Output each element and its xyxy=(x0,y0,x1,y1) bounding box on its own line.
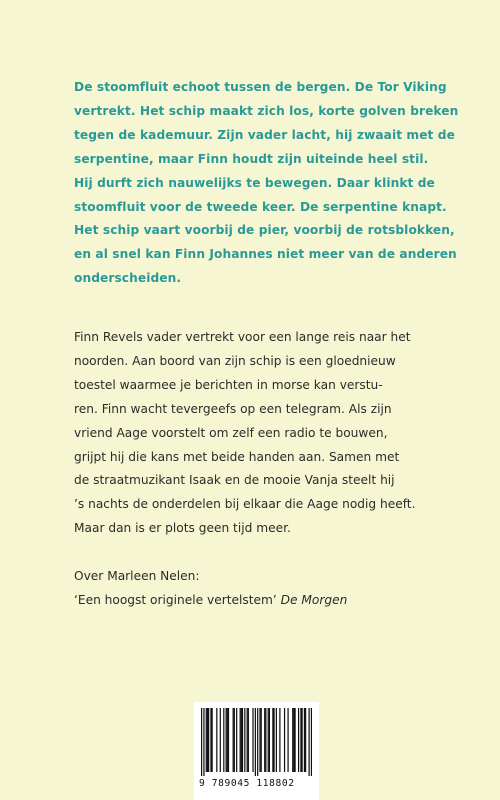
barcode-bar xyxy=(294,708,295,772)
barcode-bar xyxy=(206,708,207,772)
barcode-bar xyxy=(248,708,249,772)
blurb-line: de straatmuzikant Isaak en de mooie Vanja steelt hij xyxy=(74,473,395,488)
barcode-bar xyxy=(228,708,229,772)
excerpt-line: vertrekt. Het schip maakt zich los, korte golven breken xyxy=(74,103,459,118)
barcode-bar xyxy=(268,708,269,772)
barcode-bar xyxy=(247,708,248,772)
barcode-bar xyxy=(259,708,260,772)
barcode-bar xyxy=(220,708,221,772)
barcode-bar xyxy=(300,708,301,772)
blurb-line: vriend Aage voorstelt om zelf een radio te bouwen, xyxy=(74,425,388,440)
barcode-bars xyxy=(201,708,312,776)
barcode-bar xyxy=(272,708,273,772)
barcode-bar xyxy=(233,708,234,772)
barcode-bar xyxy=(212,708,213,772)
excerpt-passage xyxy=(74,76,474,291)
barcode-bar xyxy=(210,708,211,772)
barcode-bar xyxy=(279,708,280,772)
barcode-bar xyxy=(242,708,243,772)
excerpt-line: en al snel kan Finn Johannes niet meer van de anderen xyxy=(74,247,457,262)
barcode-bar xyxy=(257,708,258,776)
barcode-bar xyxy=(261,708,262,772)
blurb-line: noorden. Aan boord van zijn schip is een gloednieuw xyxy=(74,353,396,368)
barcode-bar xyxy=(304,708,305,772)
blurb-line: Maar dan is er plots geen tijd meer. xyxy=(74,521,291,536)
excerpt-line: stoomfluit voor de tweede keer. De serpentine knapt. xyxy=(74,199,447,214)
book-blurb xyxy=(74,326,474,541)
barcode-bar xyxy=(207,708,208,772)
excerpt-line: onderscheiden. xyxy=(74,271,182,286)
blurb-line: Finn Revels vader vertrekt voor een lange reis naar het xyxy=(74,330,411,344)
barcode-bar xyxy=(208,708,209,772)
barcode-bar xyxy=(240,708,241,772)
barcode-bar xyxy=(301,708,302,772)
barcode-bar xyxy=(311,708,312,776)
barcode-bar xyxy=(264,708,265,772)
barcode-bar xyxy=(298,708,299,772)
barcode-bar xyxy=(265,708,266,772)
barcode-bar xyxy=(305,708,306,772)
excerpt-line: serpentine, maar Finn houdt zijn uiteinde heel stil. xyxy=(74,151,429,166)
barcode-bar xyxy=(223,708,224,772)
blurb-line: toestel waarmee je berichten in morse kan verstu- xyxy=(74,377,383,392)
barcode-bar xyxy=(244,708,245,772)
barcode-bar xyxy=(308,708,309,776)
barcode-bar xyxy=(241,708,242,772)
blurb-line: ’s nachts de onderdelen bij elkaar die Aage nodig heeft. xyxy=(74,497,416,512)
blurb-line: ren. Finn wacht tevergeefs op een telegram. Als zijn xyxy=(74,401,392,416)
barcode-bar xyxy=(284,708,285,772)
barcode-bar xyxy=(226,708,227,772)
review-quote-line xyxy=(74,589,474,613)
barcode-bar xyxy=(216,708,217,772)
barcode-bar xyxy=(255,708,256,776)
isbn-number: 9 789045 118802 xyxy=(199,778,295,789)
barcode-bar xyxy=(252,708,253,772)
barcode-bar xyxy=(201,708,202,776)
barcode-bar xyxy=(203,708,204,776)
review-quote: ‘Een hoogst originele vertelstem’ xyxy=(74,592,277,607)
barcode-bar xyxy=(234,708,235,772)
barcode-bar xyxy=(227,708,228,772)
barcode-bar xyxy=(292,708,293,772)
review-source: De Morgen xyxy=(280,592,348,607)
barcode-bar xyxy=(273,708,274,772)
excerpt-line: Hij durft zich nauwelijks te bewegen. Daar klinkt de xyxy=(74,175,435,190)
review-heading: Over Marleen Nelen: xyxy=(74,569,200,583)
blurb-line: grijpt hij die kans met beide handen aan. Samen met xyxy=(74,449,400,464)
barcode-bar xyxy=(287,708,288,772)
barcode-bar xyxy=(269,708,270,772)
review-section xyxy=(74,565,474,613)
barcode-bar xyxy=(293,708,294,772)
barcode-bar xyxy=(276,708,277,772)
excerpt-line: De stoomfluit echoot tussen de bergen. De Tor Viking xyxy=(74,80,447,94)
excerpt-line: tegen de kademuur. Zijn vader lacht, hij zwaait met de xyxy=(74,127,455,142)
barcode-bar xyxy=(236,708,237,772)
excerpt-line: Het schip vaart voorbij de pier, voorbij de rotsblokken, xyxy=(74,223,455,238)
barcode xyxy=(194,702,319,800)
